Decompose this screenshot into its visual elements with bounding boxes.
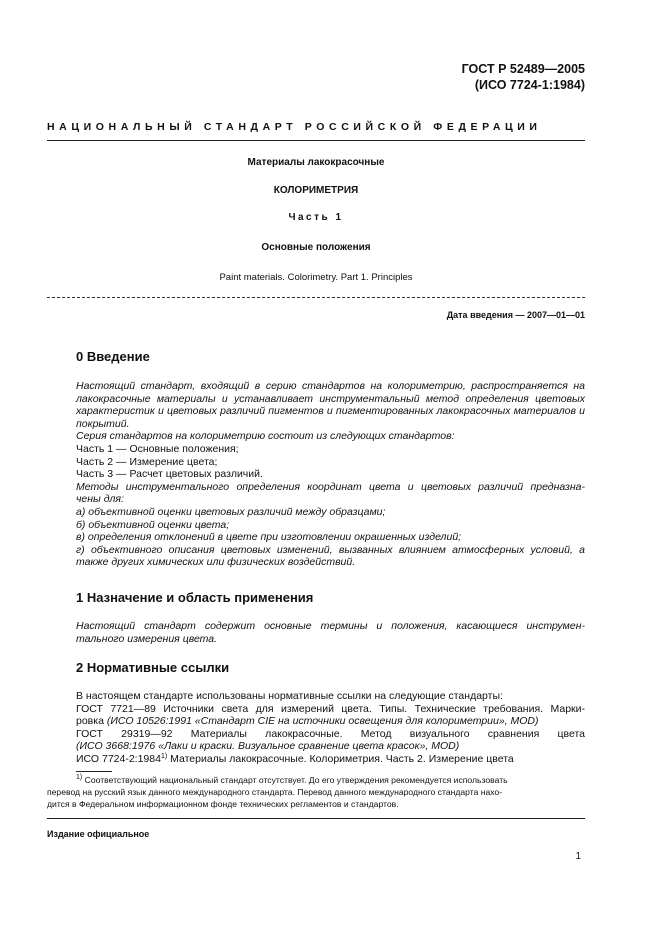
section-0-line: Часть 3 — Расчет цветовых различий. (76, 468, 263, 481)
section-0-line: Часть 1 — Основные положения; (76, 442, 239, 455)
section-0-line: покрытий. (76, 417, 130, 430)
header-divider (47, 140, 585, 141)
footnote-line: дится в Федеральном информационном фонде технических регламентов и стандартов. (47, 799, 399, 809)
section-2-line: ГОСТ 29319—92 Материалы лакокрасочные. Метод визуального сравнения цвета (76, 727, 585, 740)
section-2-line: ГОСТ 7721—89 Источники света для измерений цвета. Типы. Технические требования. Марки- (76, 702, 585, 715)
national-standard-banner: НАЦИОНАЛЬНЫЙ СТАНДАРТ РОССИЙСКОЙ ФЕДЕРАЦИИ (47, 121, 542, 133)
bottom-divider (47, 818, 585, 819)
footnote-line: $^{1)}$ Соответствующий национальный стандарт отсутствует. До его утверждения рекомендуется использовать (76, 774, 508, 785)
title-english: Paint materials. Colorimetry. Part 1. Principles (219, 272, 413, 283)
gost-number: ГОСТ Р 52489—2005 (461, 62, 585, 76)
section-0-line: в) определения отклонений в цвете при изготовлении окрашенных изделий; (76, 531, 462, 544)
title-materials: Материалы лакокрасочные (247, 157, 385, 168)
footnote-line: перевод на русский язык данного международного стандарта. Перевод данного международного стандарта нахо- (47, 787, 503, 797)
section-0-line: Часть 2 — Измерение цвета; (76, 455, 218, 468)
section-0-line: Методы инструментального определения координат цвета и цветовых различий предназна- (76, 480, 585, 493)
section-0-line: чены для: (76, 493, 124, 506)
section-0-line: Настоящий стандарт, входящий в серию стандартов на колориметрию, распространяется на (76, 380, 585, 392)
title-part: Часть 1 (288, 212, 344, 223)
footnote-divider (76, 771, 112, 772)
document-number-block (462, 61, 585, 93)
section-0-line: характеристик и цветовых различий пигментов и пигментированных лакокрасочных материалов и (76, 405, 585, 418)
section-2-heading: 2 Нормативные ссылки (76, 660, 230, 675)
section-1-line: тального измерения цвета. (76, 632, 218, 645)
section-0-body (76, 380, 585, 569)
footnote (47, 774, 585, 810)
section-0-heading: 0 Введение (76, 349, 150, 364)
section-0-line: г) объективного описания цветовых изменений, вызванных влиянием атмосферных условий, а (76, 543, 585, 556)
section-0-line: лакокрасочные материалы и устанавливает инструментальный метод определения цветовых (76, 392, 585, 405)
iso-number: (ИСО 7724-1:1984) (474, 78, 585, 92)
section-2-line: ровка (ИСО 10526:1991 «Стандарт CIE на источники освещения для колориметрии», MOD) (76, 715, 539, 728)
official-edition-label: Издание официальное (47, 829, 150, 839)
section-0-line: а) объективной оценки цветовых различий между образцами; (76, 505, 386, 518)
section-0-line: также других химических или физических воздействий. (76, 556, 356, 569)
section-1-line: Настоящий стандарт содержит основные термины и положения, касающиеся инструмен- (76, 620, 585, 632)
section-0-line: б) объективной оценки цвета; (76, 518, 230, 531)
section-1-heading: 1 Назначение и область применения (76, 590, 314, 605)
page-number: 1 (575, 851, 581, 862)
section-2-body (76, 690, 585, 766)
date-of-introduction: Дата введения — 2007—01—01 (446, 310, 585, 320)
section-2-line: ИСО 7724-2:1984$^{1)}$ Материалы лакокрасочные. Колориметрия. Часть 2. Измерение цвета (76, 752, 514, 765)
section-2-line: В настоящем стандарте использованы нормативные ссылки на следующие стандарты: (76, 690, 503, 702)
section-1-body (76, 620, 585, 645)
title-principles: Основные положения (261, 242, 371, 253)
title-colorimetry: КОЛОРИМЕТРИЯ (273, 185, 359, 196)
section-2-line: (ИСО 3668:1976 «Лаки и краски. Визуальное сравнение цвета красок», MOD) (76, 740, 460, 753)
title-divider (47, 297, 585, 298)
section-0-line: Серия стандартов на колориметрию состоит из следующих стандартов: (76, 430, 455, 443)
